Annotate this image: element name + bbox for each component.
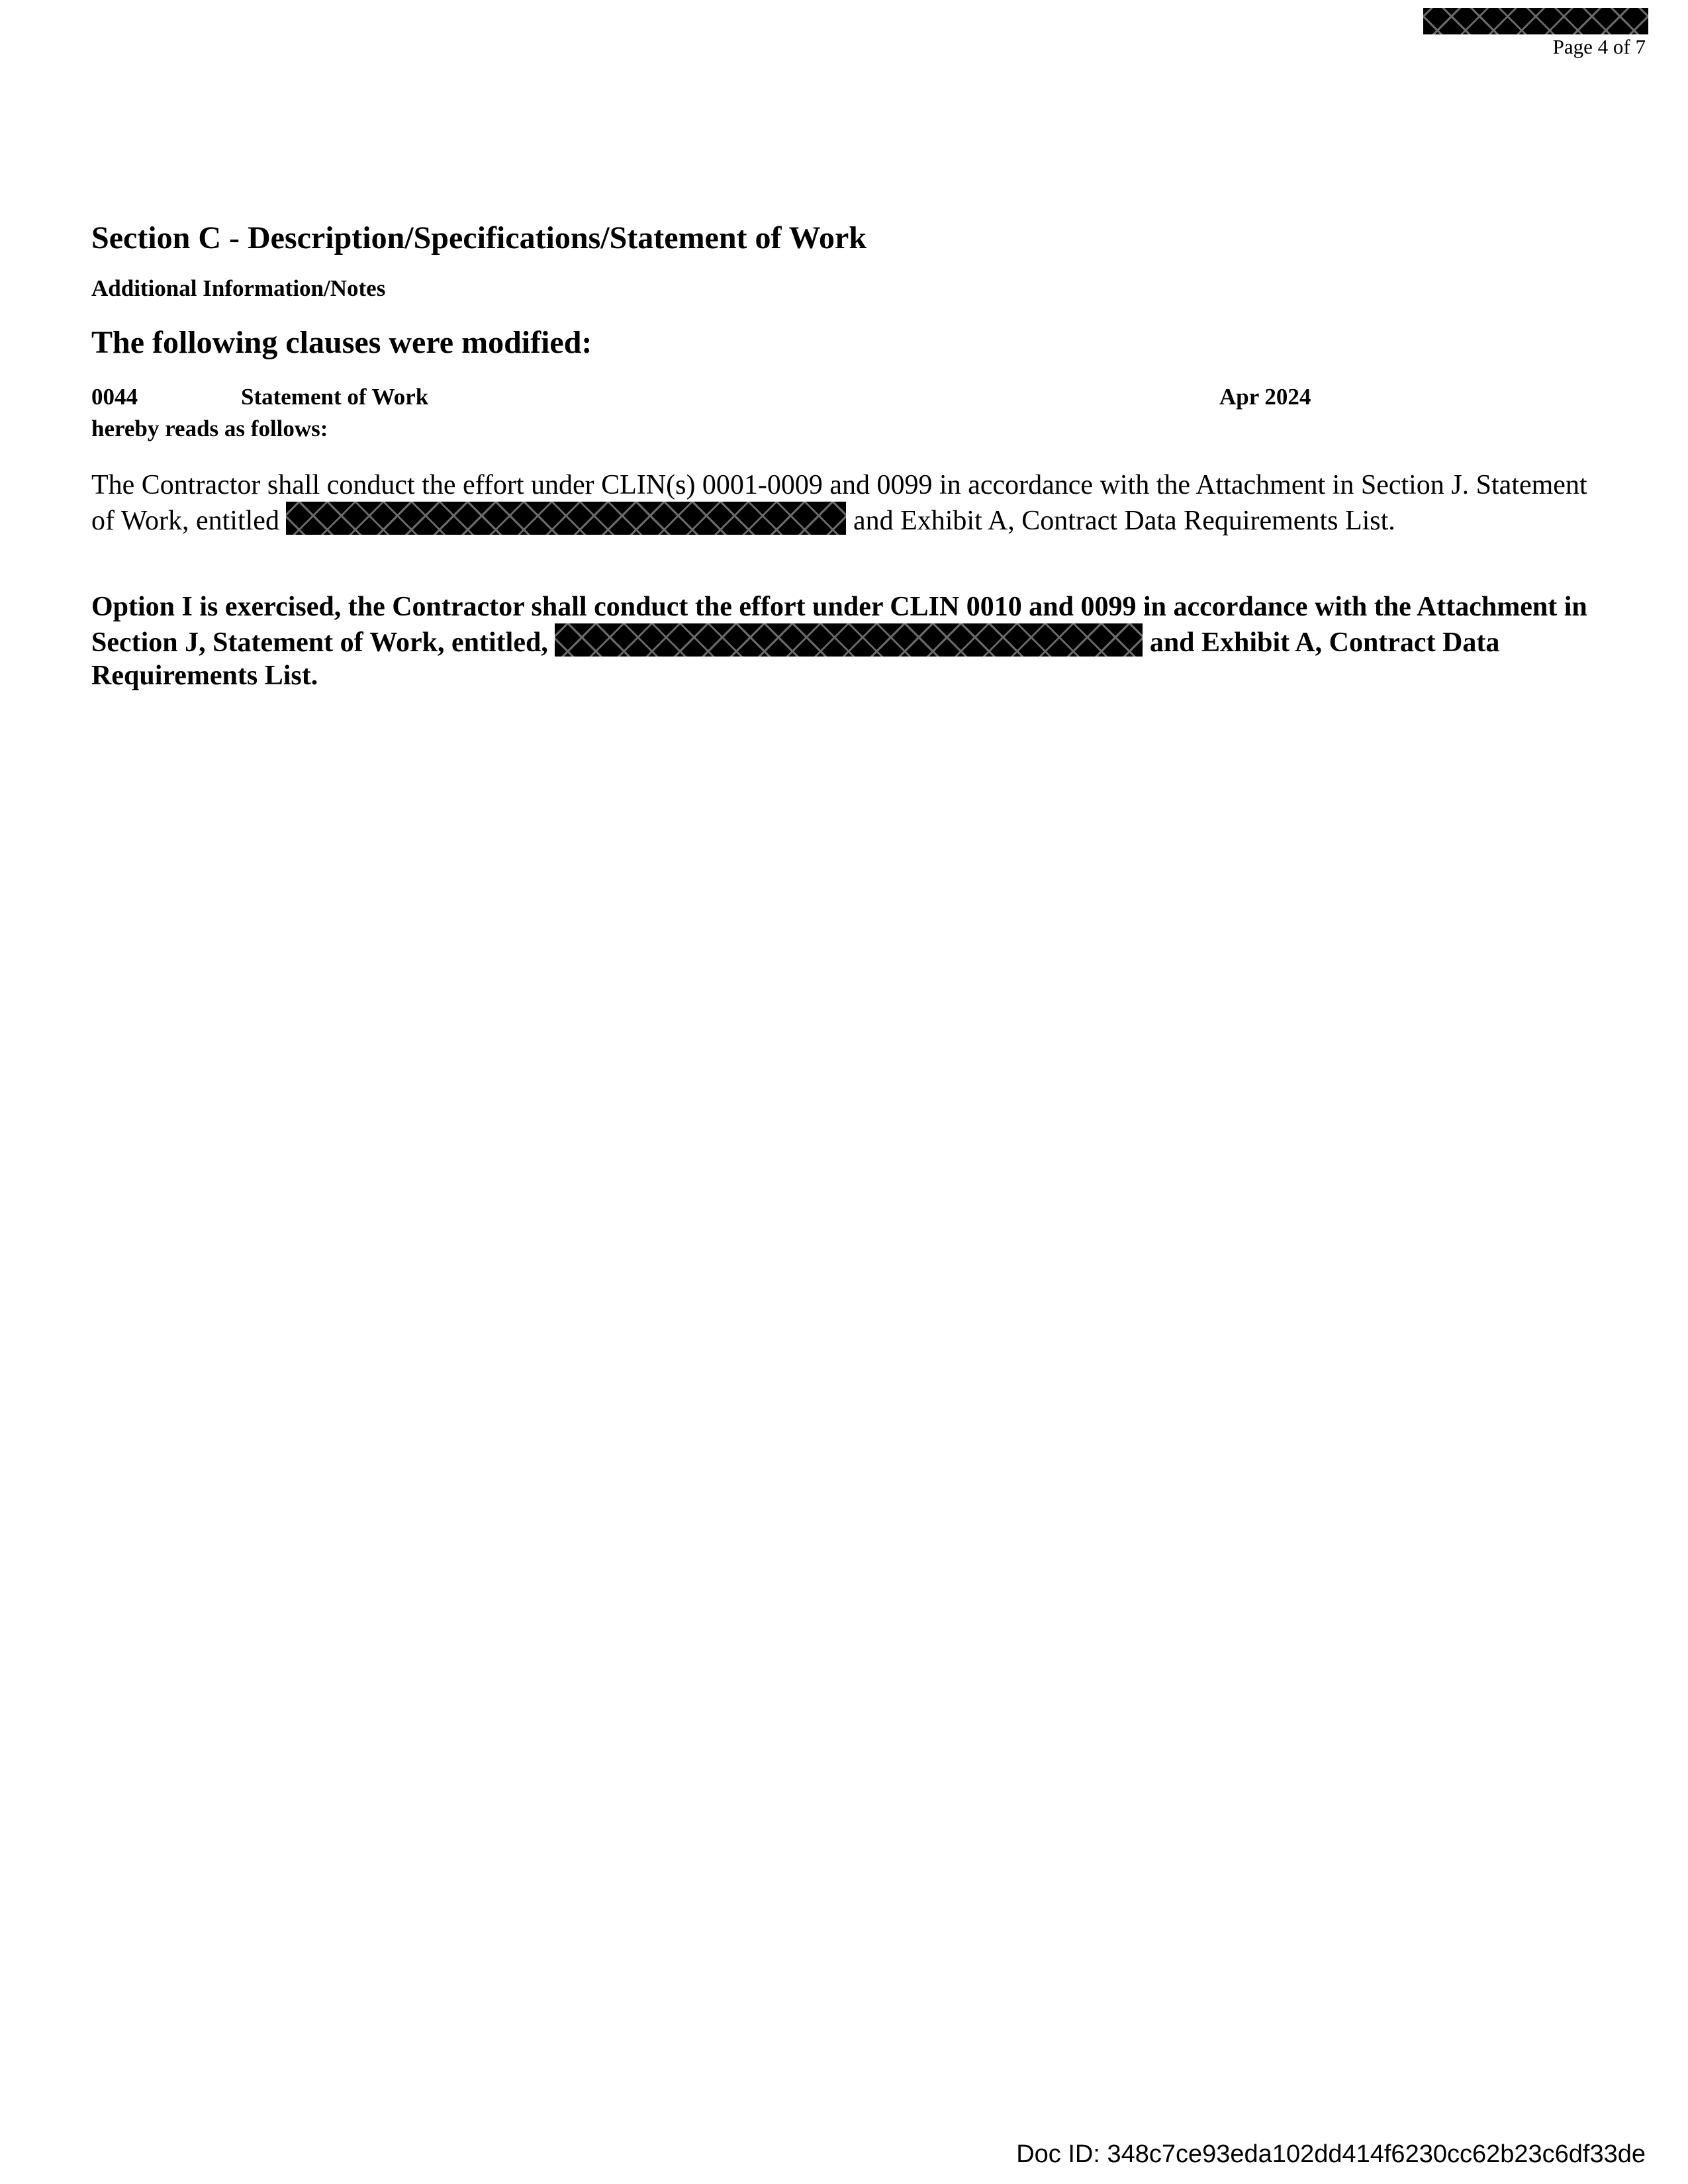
title-redaction	[286, 502, 846, 535]
doc-id: Doc ID: 348c7ce93eda102dd414f6230cc62b23c6df33de	[1016, 2140, 1646, 2168]
clause-reads-as: hereby reads as follows:	[91, 416, 328, 441]
notes-heading: Additional Information/Notes	[91, 275, 386, 301]
section-title: Section C - Description/Specifications/Statement of Work	[91, 220, 867, 255]
clause-date: Apr 2024	[1219, 384, 1311, 410]
page-number: Page 4 of 7	[1552, 35, 1646, 58]
page-header	[1423, 8, 1648, 58]
clause-row	[91, 383, 1601, 412]
option-text-after: and Exhibit A, Contract Data Requirements List.	[91, 627, 1500, 691]
modified-clauses-heading: The following clauses were modified:	[91, 325, 592, 360]
option-text-before: Option I is exercised, the Contractor shall conduct the effort under CLIN 0010 and 0099 in accordance with the Attachment in Section J, Statement of Work, entitled,	[91, 592, 1587, 658]
option-paragraph	[91, 590, 1601, 692]
statement-text-after: and Exhibit A, Contract Data Requirements List.	[853, 506, 1395, 536]
option-title-redaction	[555, 623, 1143, 657]
clause-number: 0044	[91, 384, 138, 410]
header-redaction	[1423, 8, 1648, 34]
statement-paragraph	[91, 469, 1601, 537]
clause-title: Statement of Work	[241, 384, 429, 410]
document-body	[91, 218, 1601, 692]
statement-text-before: The Contractor shall conduct the effort under CLIN(s) 0001-0009 and 0099 in accordance with the Attachment in Section J. Statement of Work, entitled	[91, 470, 1587, 536]
